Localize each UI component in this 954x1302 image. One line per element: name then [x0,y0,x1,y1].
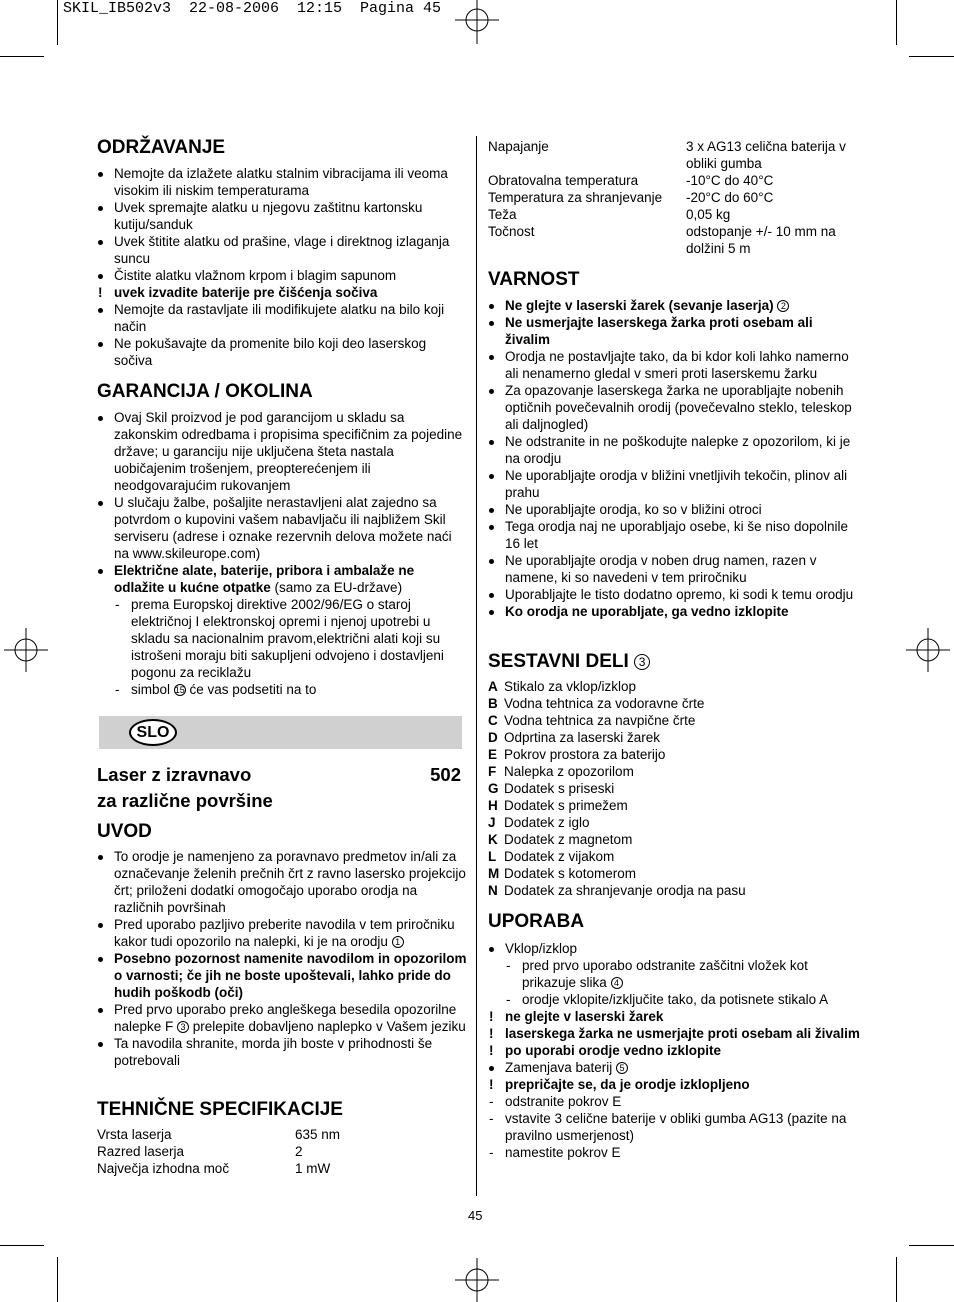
part-label: Dodatek s kotomerom [504,866,637,881]
part-item [488,746,860,763]
part-key: L [488,849,497,864]
part-key: J [488,815,496,830]
list-item: Ne usmerjajte laserskega žarka proti osebam ali živalim [488,314,860,348]
part-label: Dodatek z iglo [504,815,590,830]
list-item: Vklop/izklop [488,940,860,957]
section-title-text: SESTAVNI DELI [488,651,635,672]
list-item: Ko orodja ne uporabljate, ga vedno izklopite [488,603,860,620]
list-item: Ne uporabljajte orodja v noben drug namen, razen v namene, ki so navedeni v tem priročniku [488,552,860,586]
product-number: 502 [430,764,461,785]
part-item [488,729,860,746]
registration-mark-right [906,628,950,672]
spec-label: Teža [488,207,517,222]
part-item [488,882,860,899]
section-title-uporaba: UPORABA [488,911,585,932]
part-item [488,814,860,831]
spec-row [488,189,860,206]
part-key: K [488,832,498,847]
registration-mark-left [4,628,48,672]
crop-mark [909,1245,954,1246]
sub-item-text: pred prvo uporabo odstranite zaščitni vložek kot prikazuje slika [522,958,808,990]
crop-mark [909,56,954,57]
sub-item: - namestite pokrov E [488,1144,860,1161]
warning-item: ! ne glejte v laserski žarek [488,1008,860,1025]
list-item [97,916,467,950]
part-label: Vodna tehtnica za navpične črte [504,713,696,728]
column-divider [476,136,477,1196]
spec-label: Obratovalna temperatura [488,173,639,188]
part-item [488,695,860,712]
figure-ref-icon: 2 [777,300,789,312]
section-title-odrzavanje: ODRŽAVANJE [97,137,226,158]
part-item [488,831,860,848]
parts-list [488,678,860,899]
spec-label: Napajanje [488,139,549,154]
spec-value: 2 [295,1144,303,1159]
part-key: E [488,747,498,762]
part-label: Dodatek s primežem [504,798,628,813]
list-item: Posebno pozornost namenite navodilom in opozorilom o varnosti; če jih ne boste upoštevali, lahko pride do hudih poškodb (oči) [97,950,467,1001]
part-label: Vodna tehtnica za vodoravne črte [504,696,705,711]
list-item: Uvek spremajte alatku u njegovu zaštitnu kartonsku kutiju/sanduk [97,199,467,233]
part-key: C [488,713,498,728]
list-item-text: prelepite dobavljeno naplepko v Vašem jeziku [189,1019,466,1034]
list-item-text: (samo za EU-države) [270,580,403,595]
part-label: Pokrov prostora za baterijo [504,747,666,762]
part-key: G [488,781,499,796]
list-item [488,297,860,314]
figure-ref-icon: 15 [174,685,185,696]
part-item [488,865,860,882]
spec-row [488,138,860,172]
spec-row [97,1126,467,1143]
sub-item [505,957,860,991]
spec-row [488,223,860,257]
part-label: Dodatek s priseski [504,781,615,796]
part-key: B [488,696,498,711]
list-item: To orodje je namenjeno za poravnavo predmetov in/ali za označevanje želenih prečnih črt z ravno lasersko projekcijo črt; priloženi dodatki omogočajo uporabo orodja na različnih površinah [97,848,467,916]
spec-row [97,1143,467,1160]
crop-mark [0,1245,44,1246]
list-item: Nemojte da rastavljate ili modifikujete alatku na bilo koji način [97,301,467,335]
crop-mark [57,0,58,45]
crop-mark [0,56,44,57]
part-item [488,780,860,797]
list-item-text: Pred prvo uporabo preko angleškega besedila opozorilne nalepke F [114,1002,457,1034]
part-label: Dodatek z magnetom [504,832,633,847]
uvod-list [97,848,467,1069]
section-title-garancija: GARANCIJA / OKOLINA [97,381,313,402]
part-label: Dodatek z vijakom [504,849,615,864]
list-item [97,1001,467,1035]
sub-item: - prema Europskoj direktive 2002/96/EG o staroj električnoj I elektronskoj opremi i njenoj upotrebi u skladu sa nacionalnim pravom,električni alati koji su istrošeni moraju biti sakupljeni odvojeno i dostavljeni pogonu za reciklažu [114,596,467,681]
tech-spec-table-left [97,1126,467,1177]
part-key: A [488,679,498,694]
list-item: Uporabljajte le tisto dodatno opremo, ki sodi k temu orodju [488,586,860,603]
part-label: Nalepka z opozorilom [504,764,634,779]
part-label: Odprtina za laserski žarek [504,730,661,745]
part-item [488,848,860,865]
file-header: SKIL_IB502v3 22-08-2006 12:15 Pagina 45 [63,0,442,17]
spec-label: Največja izhodna moč [97,1161,230,1176]
product-title-line2: za različne površine [97,790,273,811]
list-item: Orodja ne postavljajte tako, da bi kdor koli lahko namerno ali nenamerno gledal v smeri proti laserskemu žarku [488,348,860,382]
warning-item: ! laserskega žarka ne usmerjajte proti osebam ali živalim [488,1025,860,1042]
warning-item: ! uvek izvadite baterije pre čišćenja sočiva [97,284,467,301]
part-item [488,678,860,695]
list-item-text: Zamenjava baterij [505,1060,617,1075]
registration-mark-top [455,0,499,44]
part-key: N [488,883,498,898]
list-item [488,1059,860,1076]
list-item: Ne pokušavajte da promenite bilo koji deo laserskog sočiva [97,335,467,369]
list-item: Ta navodila shranite, morda jih boste v prihodnosti še potrebovali [97,1035,467,1069]
language-bar [99,716,462,749]
spec-value: 1 mW [295,1161,331,1176]
language-code: SLO [136,724,170,741]
figure-ref-icon: 1 [392,936,404,948]
figure-ref-icon: 5 [616,1062,628,1074]
list-item: U slučaju žalbe, pošaljite nerastavljeni alat zajedno sa potvrdom o kupovini vašem nabavljaču ili najbližem Skil serviseru (adrese i oznake rezervnih delova možete naći na www.skileurope.com) [97,494,467,562]
list-item: Tega orodja naj ne uporabljajo osebe, ki še niso dopolnile 16 let [488,518,860,552]
crop-mark [57,1257,58,1302]
part-label: Stikalo za vklop/izklop [504,679,637,694]
part-key: F [488,764,497,779]
list-item [97,562,467,596]
uporaba-list [488,940,860,1161]
sub-item: - orodje vklopite/izključite tako, da potisnete stikalo A [505,991,860,1008]
page-number: 45 [468,1208,483,1223]
section-title-sestavni-deli [488,651,650,673]
warning-item: ! po uporabi orodje vedno izklopite [488,1042,860,1059]
warning-item: ! prepričajte se, da je orodje izklopljeno [488,1076,860,1093]
sub-item [114,681,467,698]
part-item [488,712,860,729]
section-title-tehnicne: TEHNIČNE SPECIFIKACIJE [97,1099,343,1120]
spec-label: Razred laserja [97,1144,185,1159]
spec-row [488,206,860,223]
spec-value: odstopanje +/- 10 mm na dolžini 5 m [686,224,836,256]
list-item-text: Ne glejte v laserski žarek (sevanje laserja) [505,298,778,313]
spec-value: -10°C do 40°C [686,173,774,188]
part-label: Dodatek za shranjevanje orodja na pasu [504,883,746,898]
part-item [488,763,860,780]
list-item-text: Pred uporabo pazljivo preberite navodila v tem priročniku kakor tudi opozorilo na nalepki, ki je na orodju [114,917,455,949]
list-item: Ne odstranite in ne poškodujte nalepke z opozorilom, ki je na orodju [488,433,860,467]
sub-item-text: će vas podsetiti na to [185,682,317,697]
product-title-line1: Laser z izravnavo [97,764,252,785]
part-key: H [488,798,498,813]
crop-mark [896,1257,897,1302]
section-title-uvod: UVOD [97,821,152,842]
garancija-list [97,409,467,698]
list-item: Čistite alatku vlažnom krpom i blagim sapunom [97,267,467,284]
list-item: Ne uporabljajte orodja, ko so v bližini otroci [488,501,860,518]
figure-ref-icon: 3 [634,654,650,670]
spec-label: Vrsta laserja [97,1127,172,1142]
sub-item: - odstranite pokrov E [488,1093,860,1110]
list-item: Za opazovanje laserskega žarka ne uporabljajte nobenih optičnih povečevalnih orodij (povečevalno steklo, teleskop ali daljnogled) [488,382,860,433]
crop-mark [896,0,897,45]
spec-value: 635 nm [295,1127,341,1142]
spec-value: -20°C do 60°C [686,190,774,205]
part-item [488,797,860,814]
product-title [97,762,461,814]
list-item: Ovaj Skil proizvod je pod garancijom u skladu sa zakonskim odredbama i propisima specifičnim za pojedine države; u garanciju nije uključena šteta nastala uobičajenim trošenjem, preopterećenjem ili neodgovarajućim rukovanjem [97,409,467,494]
registration-mark-bottom [455,1258,499,1302]
odrzavanje-list [97,165,467,369]
list-item-bold: Električne alate, baterije, pribora i ambalaže ne odlažite u kućne otpatke [114,563,415,595]
tech-spec-table-right [488,138,860,257]
varnost-list [488,297,860,620]
list-item: Uvek štitite alatku od prašine, vlage i direktnog izlaganja suncu [97,233,467,267]
spec-label: Točnost [488,224,535,239]
spec-value: 3 x AG13 celična baterija v obliki gumba [686,139,846,171]
language-badge [129,719,177,746]
section-title-varnost: VARNOST [488,269,580,290]
part-key: M [488,866,500,881]
spec-label: Temperatura za shranjevanje [488,190,663,205]
list-item: Ne uporabljajte orodja v bližini vnetljivih tekočin, plinov ali prahu [488,467,860,501]
sub-item-text: simbol [131,682,174,697]
spec-value: 0,05 kg [686,207,731,222]
figure-ref-icon: 4 [611,977,623,989]
part-key: D [488,730,498,745]
list-item: Nemojte da izlažete alatku stalnim vibracijama ili veoma visokim ili niskim temperaturama [97,165,467,199]
spec-row [488,172,860,189]
sub-item: - vstavite 3 celične baterije v obliki gumba AG13 (pazite na pravilno usmerjenost) [488,1110,860,1144]
figure-ref-icon: 3 [177,1021,189,1033]
spec-row [97,1160,467,1177]
